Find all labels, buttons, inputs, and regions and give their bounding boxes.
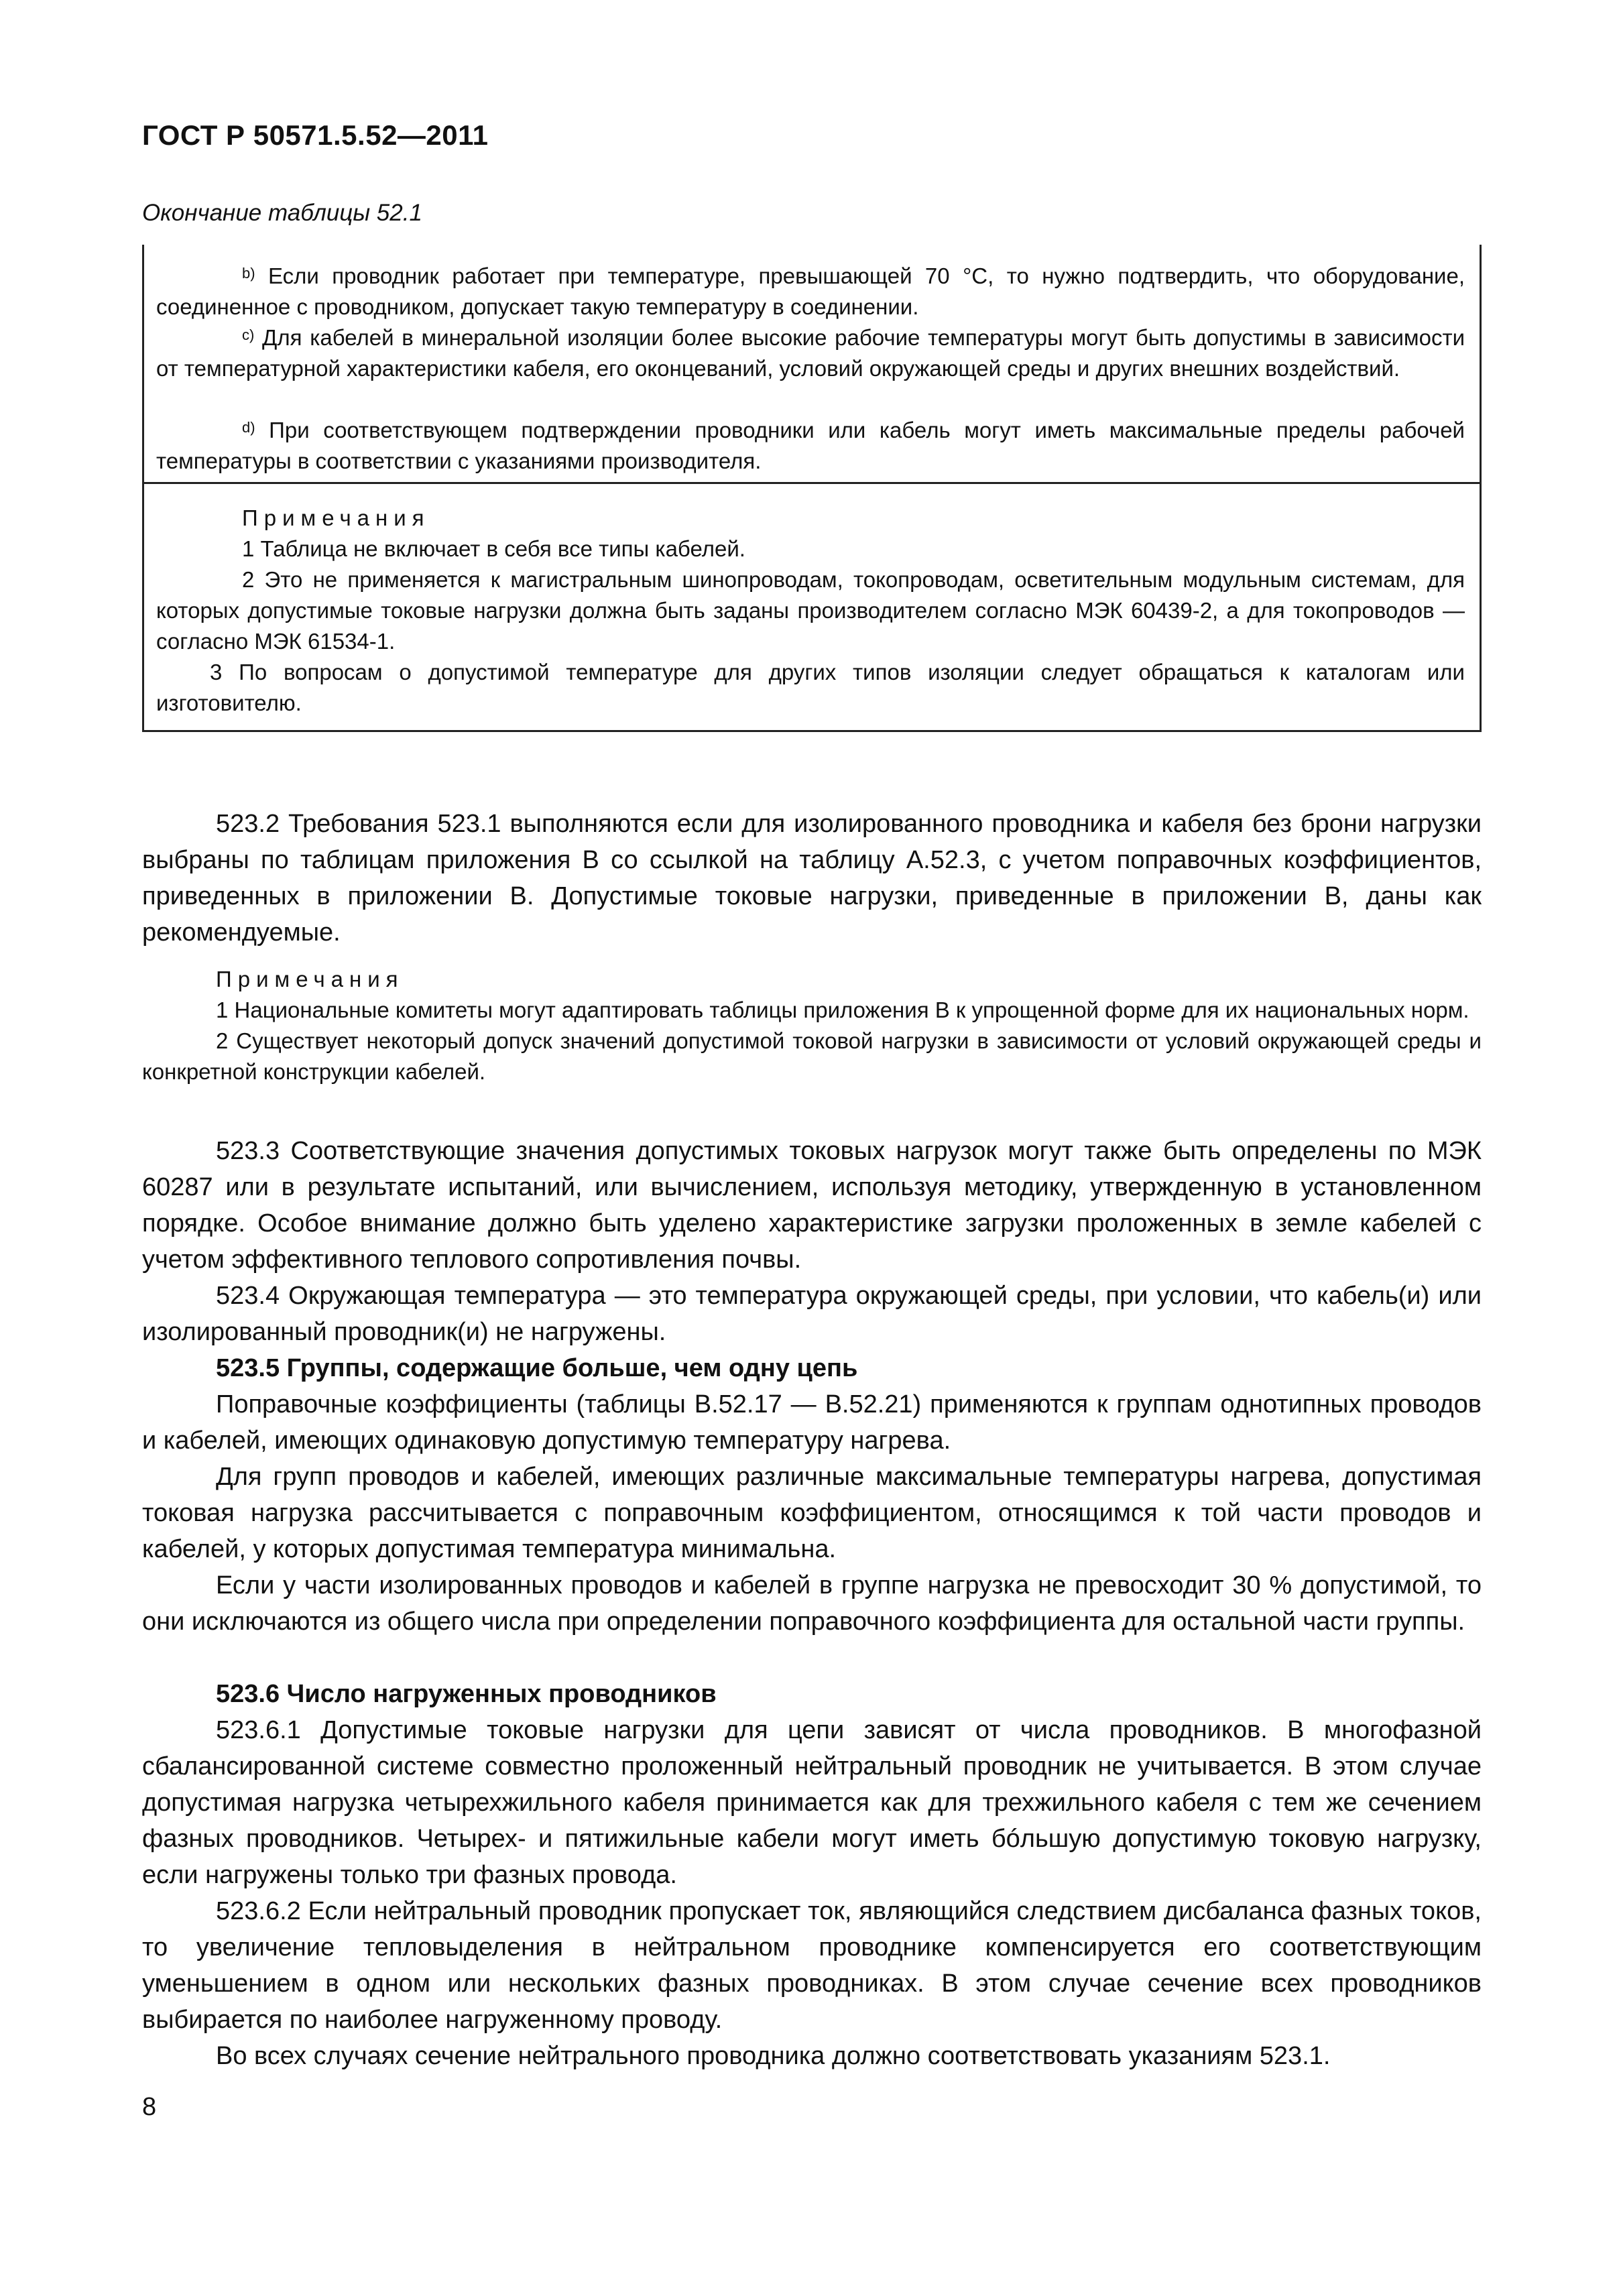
table-caption: Окончание таблицы 52.1: [142, 200, 422, 226]
footnote-b: [156, 261, 1465, 322]
table-divider: [144, 482, 1480, 484]
paragraph-523-6-2: 523.6.2 Если нейтральный проводник пропускает ток, являющийся следствием дисбаланса фазных токов, то увеличение тепловыделения в нейтральном проводнике компенсируется его соответствующим уменьшением в одном или нескольких фазных проводниках. В этом случае сечение всех проводников выбирается по наиболее нагруженному проводу.: [142, 1897, 1482, 2034]
paragraph-523-5-b: Для групп проводов и кабелей, имеющих различные максимальные температуры нагрева, допустимая токовая нагрузка рассчитывается с поправочным коэффициентом, относящимся к той части проводов и кабелей, у которых допустимая температура минимальна.: [142, 1463, 1482, 1563]
notes-title: Примечания: [216, 967, 404, 991]
table-notes: [156, 503, 1465, 719]
footnote-text: При соответствующем подтверждении проводники или кабель могут иметь максимальные пределы рабочей температуры в соответствии с указаниями производителя.: [156, 418, 1465, 473]
section-heading-523-6: 523.6 Число нагруженных проводников: [216, 1680, 717, 1708]
notes-block-2: [142, 964, 1482, 1087]
paragraph-523-3: 523.3 Соответствующие значения допустимых токовых нагрузок могут также быть определены по МЭК 60287 или в результате испытаний, или вычислением, используя методику, утвержденную в установленном порядке. Особое внимание должно быть уделено характеристике загрузки проложенных в земле кабелей с учетом эффективного теплового сопротивления почвы.: [142, 1137, 1482, 1274]
paragraph-523-4: 523.4 Окружающая температура — это температура окружающей среды, при условии, что кабель(и) или изолированный проводник(и) не нагружены.: [142, 1282, 1482, 1346]
paragraph-final: Во всех случаях сечение нейтрального проводника должно соответствовать указаниям 523.1.: [216, 2042, 1331, 2070]
note-item: 2 Существует некоторый допуск значений допустимой токовой нагрузки в зависимости от условий окружающей среды и конкретной конструкции кабелей.: [142, 1028, 1482, 1084]
note-item: 1 Национальные комитеты могут адаптировать таблицы приложения В к упрощенной форме для их национальных норм.: [216, 998, 1469, 1022]
table-continuation: [142, 245, 1482, 732]
note-item: 2 Это не применяется к магистральным шинопроводам, токопроводам, осветительным модульным системам, для которых допустимые токовые нагрузки должна быть заданы производителем согласно МЭК 60439-2, а для токопроводов — согласно МЭК 61534-1.: [156, 567, 1465, 654]
paragraph-523-2: 523.2 Требования 523.1 выполняются если для изолированного проводника и кабеля без брони нагрузки выбраны по таблицам приложения В со ссылкой на таблицу А.52.3, с учетом поправочных коэффициентов, приведенных в приложении В. Допустимые токовые нагрузки, приведенные в приложении В, даны как рекомендуемые.: [142, 810, 1482, 947]
footnote-d: [156, 415, 1465, 477]
paragraph-523-5-c: Если у части изолированных проводов и кабелей в группе нагрузка не превосходит 30 % допустимой, то они исключаются из общего числа при определении поправочного коэффициента для остальной части группы.: [142, 1571, 1482, 1636]
note-item: 1 Таблица не включает в себя все типы кабелей.: [242, 536, 745, 561]
page-number: 8: [142, 2093, 157, 2121]
footnote-mark: b): [242, 265, 255, 282]
notes-title: Примечания: [242, 505, 430, 530]
note-item: 3 По вопросам о допустимой температуре для других типов изоляции следует обращаться к каталогам или изготовителю.: [156, 660, 1465, 715]
footnote-mark: c): [242, 326, 255, 343]
paragraph-523-5-a: Поправочные коэффициенты (таблицы В.52.17 — В.52.21) применяются к группам однотипных проводов и кабелей, имеющих одинаковую допустимую температуру нагрева.: [142, 1390, 1482, 1455]
footnote-c: [156, 322, 1465, 384]
section-heading-523-5: 523.5 Группы, содержащие больше, чем одну цепь: [216, 1354, 858, 1382]
footnote-mark: d): [242, 419, 255, 436]
standard-header: ГОСТ Р 50571.5.52—2011: [142, 119, 489, 151]
paragraph-523-6-1: 523.6.1 Допустимые токовые нагрузки для цепи зависят от числа проводников. В многофазной сбалансированной системе совместно проложенный нейтральный проводник не учитывается. В этом случае допустимая нагрузка четырехжильного кабеля принимается как для трехжильного кабеля с тем же сечением фазных проводников. Четырех- и пятижильные кабели могут иметь бóльшую допустимую токовую нагрузку, если нагружены только три фазных провода.: [142, 1716, 1482, 1889]
footnote-text: Если проводник работает при температуре, превышающей 70 °С, то нужно подтвердить, что оборудование, соединенное с проводником, допускает такую температуру в соединении.: [156, 263, 1465, 319]
footnote-text: Для кабелей в минеральной изоляции более высокие рабочие температуры могут быть допустимы в зависимости от температурной характеристики кабеля, его оконцеваний, условий окружающей среды и других внешних воздействий.: [156, 325, 1465, 381]
